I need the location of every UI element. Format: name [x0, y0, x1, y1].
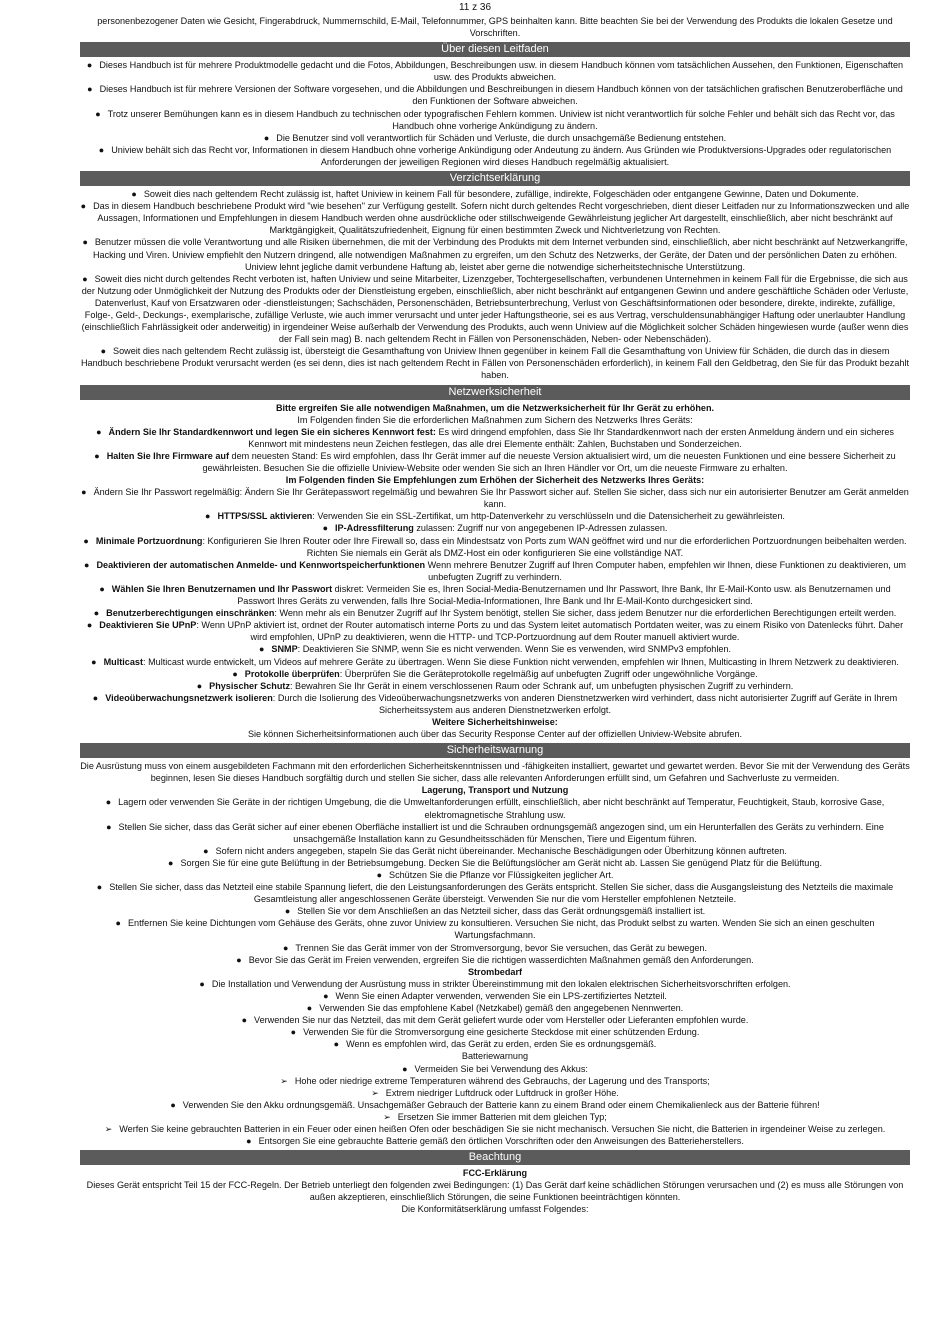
list-item: ● Soweit dies nach geltendem Recht zulässig ist, übersteigt die Gesamthaftung von Uniview Ihnen gegenüber in keinem Fall die Gesamthaftung von Uniview für Schäden, die durch das in diesem Handbuch beschriebene Produkt verursacht werden (es sei denn, dies ist nach geltendem Recht in Fällen von Personenschäden erforderlich), in keinem Fall den Geldbetrag, den Sie für das Produkt bezahlt haben.	[80, 345, 910, 381]
list-item: ● Schützen Sie die Pflanze vor Flüssigkeiten jeglicher Art.	[80, 869, 910, 881]
list-item: ● Trennen Sie das Gerät immer von der Stromversorgung, bevor Sie versuchen, das Gerät zu bewegen.	[80, 942, 910, 954]
arrow-item: ➢ Hohe oder niedrige extreme Temperaturen während des Gebrauchs, der Lagerung und des Transports;	[80, 1075, 910, 1087]
subheading-text: FCC-Erklärung	[462, 1168, 528, 1179]
list-item	[80, 619, 910, 643]
power-title	[80, 966, 910, 978]
item-bold: HTTPS/SSL aktivieren	[217, 511, 313, 522]
list-item	[80, 426, 910, 450]
network-subheading-recommended	[80, 474, 910, 486]
page-content	[80, 15, 910, 1216]
item-bold: Minimale Portzuordnung	[95, 535, 203, 546]
list-item: ● Wenn Sie einen Adapter verwenden, verwenden Sie ein LPS-zertifiziertes Netzteil.	[80, 990, 910, 1002]
item-text: Es wird dringend empfohlen, dass Sie Ihr Standardkennwort nach der ersten Anmeldung ändern und ein sicheres Kennwort mit mindestens neun Zeichen festlegen, das alle drei Elemente enthält: Zahlen, Buchstaben und Sonderzeichen.	[248, 426, 894, 449]
list-item: ● Verwenden Sie für die Stromversorgung eine gesicherte Steckdose mit einer schützenden Erdung.	[80, 1026, 910, 1038]
list-item: ● Dieses Handbuch ist für mehrere Versionen der Software vorgesehen, und die Abbildungen und Beschreibungen in diesem Handbuch können von der tatsächlichen grafischen Benutzeroberfläche und den Funktionen der Software abweichen.	[80, 83, 910, 107]
list-item: ● Dieses Handbuch ist für mehrere Produktmodelle gedacht und die Fotos, Abbildungen, Beschreibungen usw. in diesem Handbuch können vom tatsächlichen Aussehen, den Funktionen, Eigenschaften usw. des Produkts abweichen.	[80, 59, 910, 83]
item-bold: Multicast	[103, 656, 144, 667]
item-bold: Videoüberwachungsnetzwerk isolieren	[105, 692, 273, 703]
list-item: ● Wenn es empfohlen wird, das Gerät zu erden, erden Sie es ordnungsgemäß.	[80, 1038, 910, 1050]
list-item: ● Sorgen Sie für eine gute Belüftung in der Betriebsumgebung. Decken Sie die Belüftungslöcher am Gerät nicht ab. Lassen Sie genügend Platz für die Belüftung.	[80, 857, 910, 869]
item-text: zulassen: Zugriff nur von angegebenen IP-Adressen zulassen.	[413, 523, 668, 534]
list-item	[80, 656, 910, 668]
list-item: ● Vermeiden Sie bei Verwendung des Akkus:	[80, 1063, 910, 1075]
item-text: dem neuesten Stand: Es wird empfohlen, dass Ihr Gerät immer auf die neueste Version aktualisiert wird, um die neuesten Funktionen und eine bessere Sicherheit zu gewährleisten. Besuchen Sie die offizielle Uniview-Website oder wenden Sie sich an Ihren Händler vor Ort, um die neueste Firmware zu erhalten.	[202, 450, 896, 473]
list-item: ● Verwenden Sie das empfohlene Kabel (Netzkabel) gemäß den angegebenen Nennwerten.	[80, 1002, 910, 1014]
subheading-text: Strombedarf	[467, 966, 523, 977]
network-lead	[80, 402, 910, 414]
subheading-text: Weitere Sicherheitshinweise:	[432, 716, 558, 727]
fcc-last-line: Die Konformitätserklärung umfasst Folgendes:	[401, 1204, 589, 1215]
fcc-title	[80, 1167, 910, 1179]
arrow-item: ➢ Werfen Sie keine gebrauchten Batterien in ein Feuer oder einen heißen Ofen oder beschädigen Sie sie nicht mechanisch. Versuchen Sie nicht, die Batterien in irgendeiner Weise zu zerlegen.	[80, 1123, 910, 1135]
arrow-item: ➢ Extrem niedriger Luftdruck oder Luftdruck in großer Höhe.	[80, 1087, 910, 1099]
list-item	[80, 450, 910, 474]
list-item	[80, 680, 910, 692]
list-item: ● Ändern Sie Ihr Passwort regelmäßig: Ändern Sie Ihr Gerätepasswort regelmäßig und bewahren Sie Ihr Passwort sicher auf. Stellen Sie sicher, dass sich nur ein autorisierter Benutzer am Gerät anmelden kann.	[80, 486, 910, 510]
section-header-network-security: Netzwerksicherheit	[80, 385, 910, 400]
list-item	[80, 583, 910, 607]
list-item: ● Verwenden Sie nur das Netzteil, das mit dem Gerät geliefert wurde oder vom Hersteller oder Lieferanten empfohlen wurde.	[80, 1014, 910, 1026]
list-item	[80, 522, 910, 534]
list-item	[80, 559, 910, 583]
intro-paragraph: personenbezogener Daten wie Gesicht, Fingerabdruck, Nummernschild, E-Mail, Telefonnummer, GPS beinhalten kann. Bitte beachten Sie bei der Verwendung des Produkts die lokalen Gesetze und Vorschriften.	[97, 16, 893, 39]
item-bold: Halten Sie Ihre Firmware auf	[106, 450, 229, 461]
list-item: ● Sofern nicht anders angegeben, stapeln Sie das Gerät nicht übereinander. Mechanische Beschädigungen oder Überhitzung können auftreten.	[80, 845, 910, 857]
item-bold: SNMP	[271, 644, 298, 655]
item-bold: Protokolle überprüfen	[244, 668, 340, 679]
list-item	[80, 643, 910, 655]
subheading-text: Lagerung, Transport und Nutzung	[421, 785, 569, 796]
section-header-disclaimer: Verzichtserklärung	[80, 171, 910, 186]
more-security-title	[80, 716, 910, 728]
item-text: : Multicast wurde entwickelt, um Videos auf mehrere Geräte zu übertragen. Wenn Sie diese Funktion nicht verwenden, empfehlen wir Ihnen, Multicasting in Ihrem Netzwerk zu deaktivieren.	[143, 656, 899, 667]
item-bold: Benutzerberechtigungen einschränken	[106, 608, 275, 619]
list-item: ● Stellen Sie sicher, dass das Netzteil eine stabile Spannung liefert, die den Leistungsanforderungen des Geräts entspricht. Stellen Sie sicher, dass die Ausgangsleistung des Netzteils die maximale Gesamtleistung aller angeschlossenen Geräte übersteigt. Verwenden Sie nur die vom Hersteller empfohlenen Netzteile.	[80, 881, 910, 905]
section-header-notice: Beachtung	[80, 1150, 910, 1165]
network-subheading-required: Im Folgenden finden Sie die erforderlichen Maßnahmen zum Sichern des Netzwerks Ihres Geräts:	[297, 414, 693, 425]
list-item: ● Bevor Sie das Gerät im Freien verwenden, ergreifen Sie die richtigen wasserdichten Maßnahmen gemäß den Anforderungen.	[80, 954, 910, 966]
item-text: : Durch die Isolierung des Videoüberwachungsnetzwerks von anderen Dienstnetzwerken wird verhindert, dass nicht autorisierter Zugriff auf Geräte in Ihrem Sicherheitssystem aus anderen Dienstnetzwerken erfolgt.	[272, 692, 898, 715]
item-text: : Konfigurieren Sie Ihren Router oder Ihre Firewall so, dass ein Mindestsatz von Ports zum WAN geöffnet wird und nur die erforderlichen Portzuordnungen beibehalten werden. Richten Sie niemals ein Gerät als DMZ-Host ein oder konfigurieren Sie eine vollständige NAT.	[202, 535, 907, 558]
list-item: ● Das in diesem Handbuch beschriebene Produkt wird "wie besehen" zur Verfügung gestellt. Sofern nicht durch geltendes Recht vorgeschrieben, dient dieser Leitfaden nur zu Informationszwecken und alle Aussagen, Informationen und Empfehlungen in diesem Handbuch werden ohne ausdrückliche oder stillschweigende Gewährleistung jeglicher Art dargestellt, einschließlich, aber nicht beschränkt auf Marktgängigkeit, Qualitätszufriedenheit, Eignung für einen bestimmten Zweck und Nichtverletzung von Rechten.	[80, 200, 910, 236]
item-bold: Deaktivieren der automatischen Anmelde- und Kennwortspeicherfunktionen	[96, 559, 426, 570]
item-text: Wenn mehrere Benutzer Zugriff auf Ihren Computer haben, empfehlen wir Ihnen, diese Funktionen zu deaktivieren, um unbefugten Zugriff zu verhindern.	[425, 559, 906, 582]
network-lead-text: Bitte ergreifen Sie alle notwendigen Maßnahmen, um die Netzwerksicherheit für Ihr Gerät zu erhöhen.	[275, 402, 715, 413]
item-text: : Deaktivieren Sie SNMP, wenn Sie es nicht verwenden. Wenn Sie es verwenden, wird SNMPv3 empfohlen.	[297, 644, 732, 655]
subheading-text: Im Folgenden finden Sie Empfehlungen zum Erhöhen der Sicherheit des Netzwerks Ihres Geräts:	[285, 475, 705, 486]
item-text: : Bewahren Sie Ihr Gerät in einem verschlossenen Raum oder Schrank auf, um unbefugten physischen Zugriff zu verhindern.	[290, 680, 794, 691]
safety-intro: Die Ausrüstung muss von einem ausgebildeten Fachmann mit den erforderlichen Sicherheitskenntnissen und -fähigkeiten installiert, gewartet und gewartet werden. Bevor Sie mit der Verwendung des Geräts beginnen, lesen Sie dieses Handbuch sorgfältig durch und stellen Sie sicher, dass alle relevanten Anforderungen erfüllt sind, um Gefahren und Sachverluste zu vermeiden.	[80, 761, 910, 784]
list-item: ● Die Installation und Verwendung der Ausrüstung muss in strikter Übereinstimmung mit den lokalen elektrischen Sicherheitsvorschriften erfolgen.	[80, 978, 910, 990]
item-text: : Überprüfen Sie die Geräteprotokolle regelmäßig auf unbefugten Zugriff oder ungewöhnliche Vorgänge.	[339, 668, 758, 679]
item-bold: Physischer Schutz	[209, 680, 290, 691]
list-item: ● Benutzer müssen die volle Verantwortung und alle Risiken übernehmen, die mit der Verbindung des Produkts mit dem Internet verbunden sind, einschließlich, aber nicht beschränkt auf Netzwerkangriffe, Hacking und Viren. Uniview empfiehlt den Nutzern dringend, alle notwendigen Maßnahmen zu ergreifen, um den Schutz des Netzwerks, der Geräte, der Daten und der persönlichen Daten zu erhöhen. Uniview lehnt jegliche damit verbundene Haftung ab, leistet aber gerne die notwendige sicherheitstechnische Unterstützung.	[80, 236, 910, 272]
item-bold: IP-Adressfilterung	[335, 523, 414, 534]
list-item: ● Trotz unserer Bemühungen kann es in diesem Handbuch zu technischen oder typografischen Fehlern kommen. Uniview ist nicht verantwortlich für solche Fehler und behält sich das Recht vor, das Handbuch ohne vorherige Ankündigung zu ändern.	[80, 108, 910, 132]
page-number: 11 z 36	[458, 2, 492, 13]
list-item	[80, 535, 910, 559]
list-item: ● Entsorgen Sie eine gebrauchte Batterie gemäß den örtlichen Vorschriften oder den Anweisungen des Batterieherstellers.	[80, 1135, 910, 1147]
fcc-text: Dieses Gerät entspricht Teil 15 der FCC-Regeln. Der Betrieb unterliegt den folgenden zwei Bedingungen: (1) Das Gerät darf keine schädlichen Störungen verursachen und (2) es muss alle Störungen von außen akzeptieren, einschließlich Störungen, die seine Funktionen beeinträchtigen könnten.	[86, 1180, 904, 1203]
list-item	[80, 510, 910, 522]
arrow-item: ➢ Ersetzen Sie immer Batterien mit dem gleichen Typ;	[80, 1111, 910, 1123]
list-item	[80, 692, 910, 716]
battery-title: Batteriewarnung	[461, 1051, 529, 1062]
item-text: : Wenn mehr als ein Benutzer Zugriff auf Ihr System benötigt, stellen Sie sicher, dass jedem Benutzer nur die erforderlichen Berechtigungen erteilt werden.	[274, 608, 897, 619]
list-item: ● Entfernen Sie keine Dichtungen vom Gehäuse des Geräts, ohne zuvor Uniview zu konsultieren. Versuchen Sie nicht, das Produkt selbst zu warten. Wenden Sie sich an einen geschulten Wartungsfachmann.	[80, 917, 910, 941]
item-bold: Wählen Sie Ihren Benutzernamen und Ihr Passwort	[111, 583, 333, 594]
storage-title	[80, 784, 910, 796]
section-header-safety-warning: Sicherheitswarnung	[80, 743, 910, 758]
list-item: ● Stellen Sie sicher, dass das Gerät sicher auf einer ebenen Oberfläche installiert ist und die Schrauben ordnungsgemäß angezogen sind, um ein Herunterfallen des Geräts zu verhindern. Eine unsachgemäße Installation kann zu Gesundheitsschäden für Menschen, Tiere und Eigentum führen.	[80, 821, 910, 845]
list-item: ● Uniview behält sich das Recht vor, Informationen in diesem Handbuch ohne vorherige Ankündigung oder Andeutung zu ändern. Aus Gründen wie Produktversions-Upgrades oder regulatorischen Anforderungen der jeweiligen Regionen wird dieses Handbuch regelmäßig aktualisiert.	[80, 144, 910, 168]
item-text: : Wenn UPnP aktiviert ist, ordnet der Router automatisch interne Ports zu und das System leitet automatisch Portdaten weiter, was zu einem Risiko von Datenlecks führt. Daher wird empfohlen, UPnP zu deaktivieren, wenn die HTTP- und TCP-Portzuordnung auf dem Router manuell aktiviert wurde.	[196, 620, 904, 643]
list-item: ● Verwenden Sie den Akku ordnungsgemäß. Unsachgemäßer Gebrauch der Batterie kann zu einem Brand oder einem Chemikalienleck aus der Batterie führen!	[80, 1099, 910, 1111]
list-item: ● Stellen Sie vor dem Anschließen an das Netzteil sicher, dass das Gerät ordnungsgemäß installiert ist.	[80, 905, 910, 917]
item-bold: Deaktivieren Sie UPnP	[99, 620, 197, 631]
list-item	[80, 607, 910, 619]
more-security-text: Sie können Sicherheitsinformationen auch über das Security Response Center auf der offiziellen Uniview-Website abrufen.	[247, 729, 743, 740]
list-item: ● Soweit dies nicht durch geltendes Recht verboten ist, haften Uniview und seine Mitarbeiter, Lizenzgeber, Tochtergesellschaften, verbundenen Unternehmen in keinem Fall für die Ergebnisse, die sich aus der Nutzung oder Unmöglichkeit der Nutzung des Produkts oder der Dienstleistung ergeben, einschließlich, aber nicht beschränkt auf entgangenen Gewinn und andere geschäftliche Schäden oder Verluste, Datenverlust, Kauf von Ersatzwaren oder -dienstleistungen; Sachschäden, Personenschäden, Betriebsunterbrechung, Verlust von Geschäftsinformationen oder besondere, direkte, indirekte, zufällige, Folge-, Geld-, Deckungs-, exemplarische, zufällige Verluste, wie auch immer verursacht und unter jeder Haftungstheorie, sei es aus Vertrag, verschuldensunabhängiger Haftung oder unerlaubter Handlung (einschließlich Fahrlässigkeit oder anderweitig) in irgendeiner Weise außerhalb der Verwendung des Produkts, auch wenn Uniview auf die Möglichkeit solcher Schäden hingewiesen wurde (außer wenn dies der Fall sein mag) B. nach geltendem Recht in Fällen von Personenschäden, Neben- oder Nebenschäden).	[80, 273, 910, 346]
list-item: ● Lagern oder verwenden Sie Geräte in der richtigen Umgebung, die die Umweltanforderungen erfüllt, einschließlich, aber nicht beschränkt auf Temperatur, Feuchtigkeit, Staub, korrosive Gase, elektromagnetische Strahlung usw.	[80, 796, 910, 820]
item-text: : Verwenden Sie ein SSL-Zertifikat, um http-Datenverkehr zu verschlüsseln und die Datensicherheit zu gewährleisten.	[312, 511, 785, 522]
item-text: diskret: Vermeiden Sie es, Ihren Social-Media-Benutzernamen und Ihr Passwort, Ihre Bank, Ihr E-Mail-Konto usw. als Benutzernamen und Passwort Ihres Geräts zu verwenden, falls Ihre Social-Media-Informationen, Ihre Bank und Ihr E-Mail-Konto durchgesickert sind.	[237, 583, 891, 607]
section-header-guide: Über diesen Leitfaden	[80, 42, 910, 57]
list-item	[80, 668, 910, 680]
list-item: ● Soweit dies nach geltendem Recht zulässig ist, haftet Uniview in keinem Fall für besondere, zufällige, indirekte, Folgeschäden oder entgangene Gewinne, Daten und Dokumente.	[80, 188, 910, 200]
item-bold: Ändern Sie Ihr Standardkennwort und legen Sie ein sicheres Kennwort fest:	[108, 426, 436, 437]
list-item: ● Die Benutzer sind voll verantwortlich für Schäden und Verluste, die durch unsachgemäße Bedienung entstehen.	[80, 132, 910, 144]
